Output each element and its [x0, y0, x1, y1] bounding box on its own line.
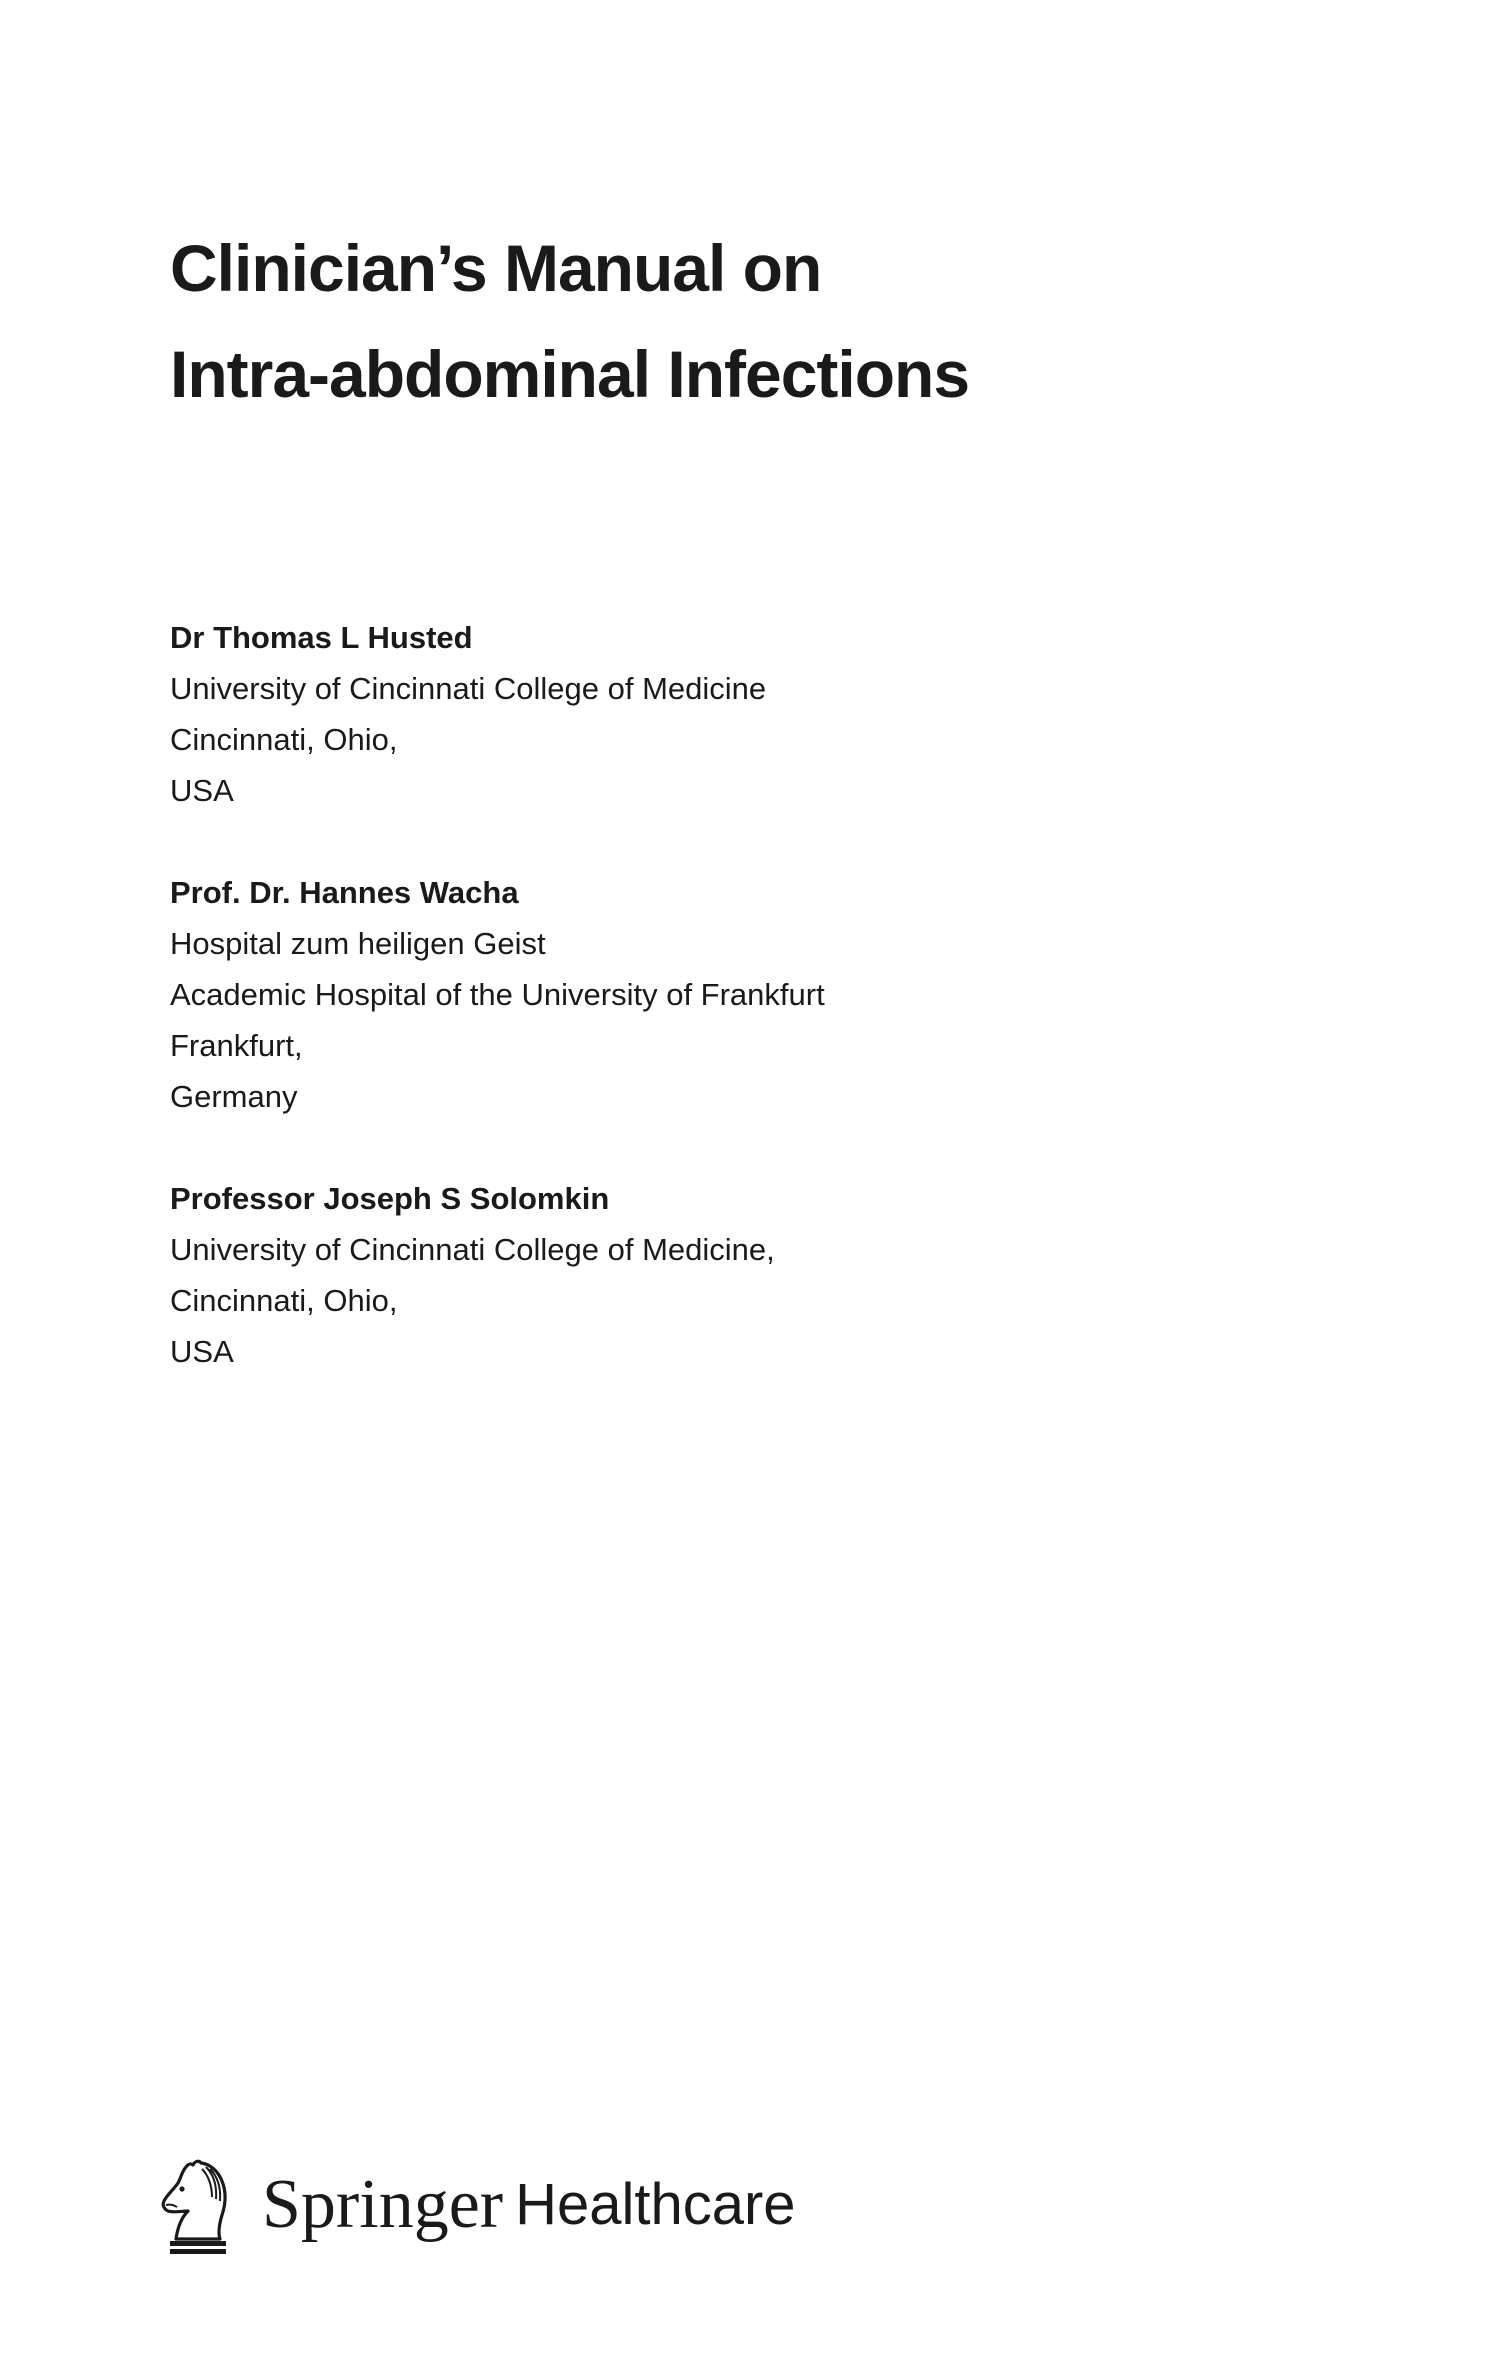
publisher-imprint — [158, 2152, 796, 2257]
author-affiliation-line: USA — [170, 773, 234, 808]
author-affiliation-line: University of Cincinnati College of Medicine, — [170, 1232, 775, 1267]
author-block — [170, 1173, 1320, 1377]
springer-knight-icon — [158, 2155, 240, 2255]
author-list — [170, 612, 1320, 1428]
title-line-2: Intra-abdominal Infections — [170, 337, 970, 411]
author-affiliation-line: Cincinnati, Ohio, — [170, 1283, 398, 1318]
author-affiliation-line: University of Cincinnati College of Medicine — [170, 671, 767, 706]
author-name: Prof. Dr. Hannes Wacha — [170, 875, 519, 910]
author-affiliation-line: Academic Hospital of the University of Frankfurt — [170, 977, 825, 1012]
author-name: Dr Thomas L Husted — [170, 620, 473, 655]
author-block — [170, 612, 1320, 816]
author-affiliation-line: Germany — [170, 1079, 298, 1114]
publisher-division: Healthcare — [515, 2171, 796, 2237]
author-affiliation-line: Frankfurt, — [170, 1028, 303, 1063]
book-title — [170, 215, 1320, 427]
publisher-name: Springer — [262, 2165, 504, 2243]
author-name: Professor Joseph S Solomkin — [170, 1181, 610, 1216]
title-line-1: Clinician’s Manual on — [170, 231, 822, 305]
author-block — [170, 867, 1320, 1122]
author-affiliation-line: Hospital zum heiligen Geist — [170, 926, 546, 961]
author-affiliation-line: USA — [170, 1334, 234, 1369]
author-affiliation-line: Cincinnati, Ohio, — [170, 722, 398, 757]
